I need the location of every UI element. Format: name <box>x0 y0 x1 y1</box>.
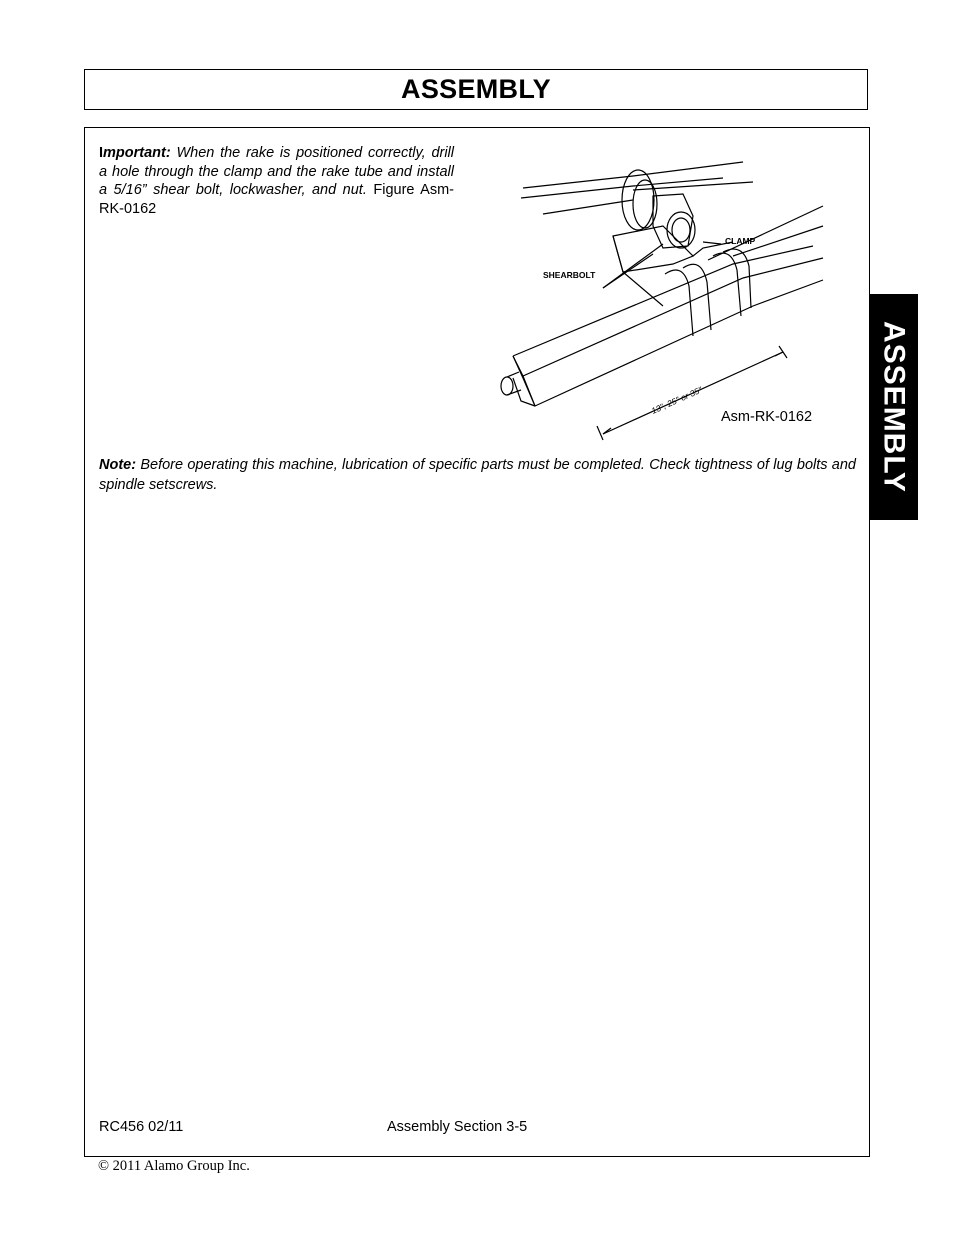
important-body: When the rake is positioned correctly, drill a hole through the clamp and the rake tube and install a 5/16” shear bolt, lockwasher, and nut. <box>99 145 454 198</box>
note-lead: Note: <box>99 457 137 473</box>
important-lead: mportant: <box>103 145 171 161</box>
note-body: Before operating this machine, lubrication of specific parts must be completed. Check tightness of lug bolts and spindle setscrews. <box>99 457 856 493</box>
important-paragraph <box>99 144 454 218</box>
copyright: © 2011 Alamo Group Inc. <box>98 1158 250 1174</box>
clamp-callout: CLAMP <box>725 236 756 246</box>
dimension-callout: 13", 25" or 35" <box>649 384 704 416</box>
section-side-tab <box>869 294 918 520</box>
footer-model: RC456 02/11 <box>99 1119 184 1135</box>
rake-clamp-illustration <box>493 156 833 446</box>
header-box <box>84 69 868 110</box>
content-box <box>84 127 870 1157</box>
footer-section: Assembly Section 3-5 <box>387 1119 528 1135</box>
page-title: ASSEMBLY <box>401 74 551 104</box>
shearbolt-callout: SHEARBOLT <box>543 270 596 280</box>
side-tab-label: ASSEMBLY <box>877 321 911 493</box>
important-lead-first: I <box>99 145 104 161</box>
important-figure-ref: Figure Asm-RK-0162 <box>99 182 454 217</box>
figure-label: Asm-RK-0162 <box>721 409 813 425</box>
note-paragraph <box>99 455 856 495</box>
